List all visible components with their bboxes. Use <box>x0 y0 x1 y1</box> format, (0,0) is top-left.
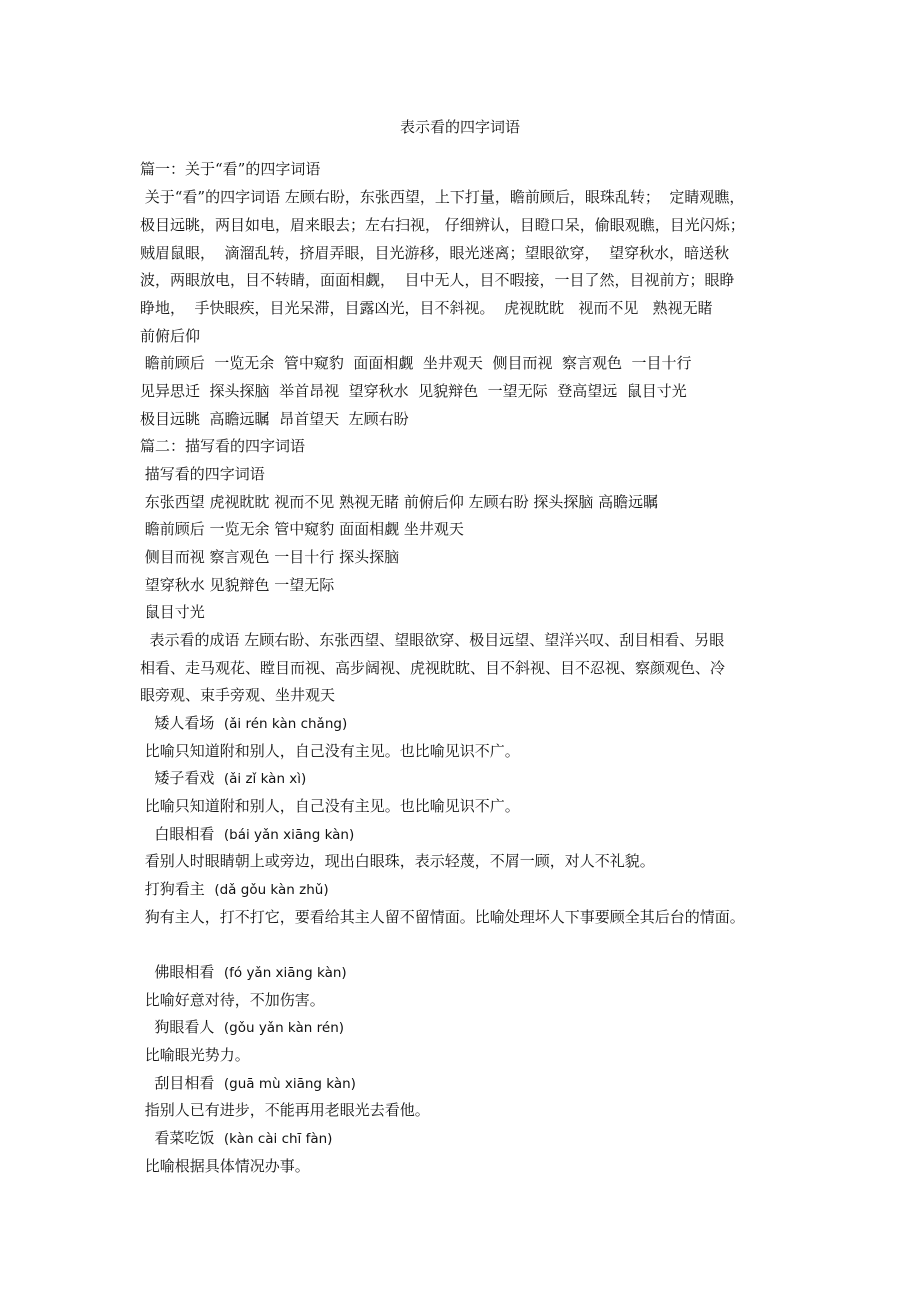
paragraph-line: 相看、走马观花、瞠目而视、高步阔视、虎视眈眈、目不斜视、目不忍视、察颜观色、冷 <box>140 659 726 677</box>
paragraph-line: 极目远眺，两目如电，眉来眼去；左右扫视， 仔细辨认，目瞪口呆，偷眼观瞧，目光闪烁； <box>140 216 745 234</box>
idiom-meaning <box>140 794 520 818</box>
idiom-pinyin: (dǎ gǒu kàn zhǔ) <box>214 882 329 898</box>
paragraph-line: 关于“看”的四字词语 左顾右盼，东张西望，上下打量，瞻前顾后，眼珠乱转； 定睛观瞧， <box>140 188 745 206</box>
word-list-line: 侧目而视 察言观色 一目十行 探头探脑 <box>140 548 400 566</box>
idiom-pinyin: (ǎi rén kàn chǎng) <box>223 716 348 732</box>
idiom-meaning-text: 看别人时眼睛朝上或旁边，现出白眼珠，表示轻蔑，不屑一顾，对人不礼貌。 <box>144 852 655 870</box>
idiom-heading <box>140 1126 332 1151</box>
idiom-meaning <box>140 905 745 929</box>
idiom-meaning-text: 比喻眼光势力。 <box>144 1046 250 1064</box>
idiom-heading <box>140 711 347 736</box>
idiom-meaning <box>140 1043 250 1067</box>
paragraph-line: 表示看的成语 左顾右盼、东张西望、望眼欲穿、极目远望、望洋兴叹、刮目相看、另眼 <box>140 631 725 649</box>
subheading: 描写看的四字词语 <box>140 465 265 483</box>
idiom-pinyin: (kàn cài chī fàn) <box>223 1131 333 1147</box>
section-two-heading: 篇二：描写看的四字词语 <box>140 437 306 455</box>
paragraph-line: 睁地， 手快眼疾，目光呆滞，目露凶光，目不斜视。 虎视眈眈 视而不见 熟视无睹 <box>140 299 713 317</box>
idiom-heading <box>140 877 329 902</box>
idiom-pinyin: (bái yǎn xiāng kàn) <box>223 827 355 843</box>
paragraph-line: 前俯后仰 <box>140 327 201 345</box>
word-list-line: 鼠目寸光 <box>140 603 205 621</box>
word-list-line: 望穿秋水 见貌辩色 一望无际 <box>140 576 335 594</box>
paragraph-line: 眼旁观、束手旁观、坐井观天 <box>140 686 336 704</box>
idiom-word: 矮子看戏 <box>154 769 215 787</box>
word-list-line: 见异思迁 探头探脑 举首昂视 望穿秋水 见貌辩色 一望无际 登高望远 鼠目寸光 <box>140 382 687 400</box>
idiom-meaning-text: 比喻好意对待，不加伤害。 <box>144 991 325 1009</box>
idiom-meaning <box>140 988 325 1012</box>
idiom-pinyin: (guā mù xiāng kàn) <box>223 1076 356 1092</box>
idiom-pinyin: (fó yǎn xiāng kàn) <box>223 965 347 981</box>
idiom-heading <box>140 822 354 847</box>
idiom-meaning <box>140 1154 310 1178</box>
idiom-pinyin: (gǒu yǎn kàn rén) <box>223 1020 345 1036</box>
idiom-heading <box>140 960 347 985</box>
idiom-meaning <box>140 1098 430 1122</box>
idiom-meaning-text: 指别人已有进步，不能再用老眼光去看他。 <box>144 1101 430 1119</box>
idiom-word: 矮人看场 <box>154 714 215 732</box>
document-title: 表示看的四字词语 <box>399 118 520 136</box>
idiom-meaning <box>140 739 520 763</box>
idiom-meaning-text: 比喻根据具体情况办事。 <box>144 1157 310 1175</box>
idiom-word: 白眼相看 <box>154 825 215 843</box>
idiom-heading <box>140 1015 344 1040</box>
section-one-heading: 篇一：关于“看”的四字词语 <box>140 160 321 178</box>
idiom-word: 刮目相看 <box>154 1074 215 1092</box>
word-list-line: 瞻前顾后 一览无余 管中窥豹 面面相觑 坐井观天 侧目而视 察言观色 一目十行 <box>140 354 692 372</box>
idiom-meaning <box>140 849 655 873</box>
idiom-meaning-text: 比喻只知道附和别人，自己没有主见。也比喻见识不广。 <box>144 742 520 760</box>
word-list-line: 东张西望 虎视眈眈 视而不见 熟视无睹 前俯后仰 左顾右盼 探头探脑 高瞻远瞩 <box>140 493 659 511</box>
paragraph-line: 波，两眼放电，目不转睛，面面相觑， 目中无人，目不暇接，一目了然，目视前方；眼睁 <box>140 271 735 289</box>
idiom-meaning-text: 比喻只知道附和别人，自己没有主见。也比喻见识不广。 <box>144 797 520 815</box>
word-list-line: 极目远眺 高瞻远瞩 昂首望天 左顾右盼 <box>140 410 409 428</box>
word-list-line: 瞻前顾后 一览无余 管中窥豹 面面相觑 坐井观天 <box>140 520 464 538</box>
idiom-word: 看菜吃饭 <box>154 1129 215 1147</box>
idiom-meaning-text: 狗有主人，打不打它，要看给其主人留不留情面。比喻处理坏人下事要顾全其后台的情面。 <box>144 908 745 926</box>
paragraph-line: 贼眉鼠眼， 滴溜乱转，挤眉弄眼，目光游移，眼光迷离；望眼欲穿， 望穿秋水，暗送秋 <box>140 244 730 262</box>
idiom-heading <box>140 766 306 791</box>
idiom-word: 打狗看主 <box>144 880 205 898</box>
idiom-word: 狗眼看人 <box>154 1018 215 1036</box>
idiom-heading <box>140 1071 356 1096</box>
idiom-pinyin: (ǎi zǐ kàn xì) <box>223 771 307 787</box>
idiom-word: 佛眼相看 <box>154 963 215 981</box>
